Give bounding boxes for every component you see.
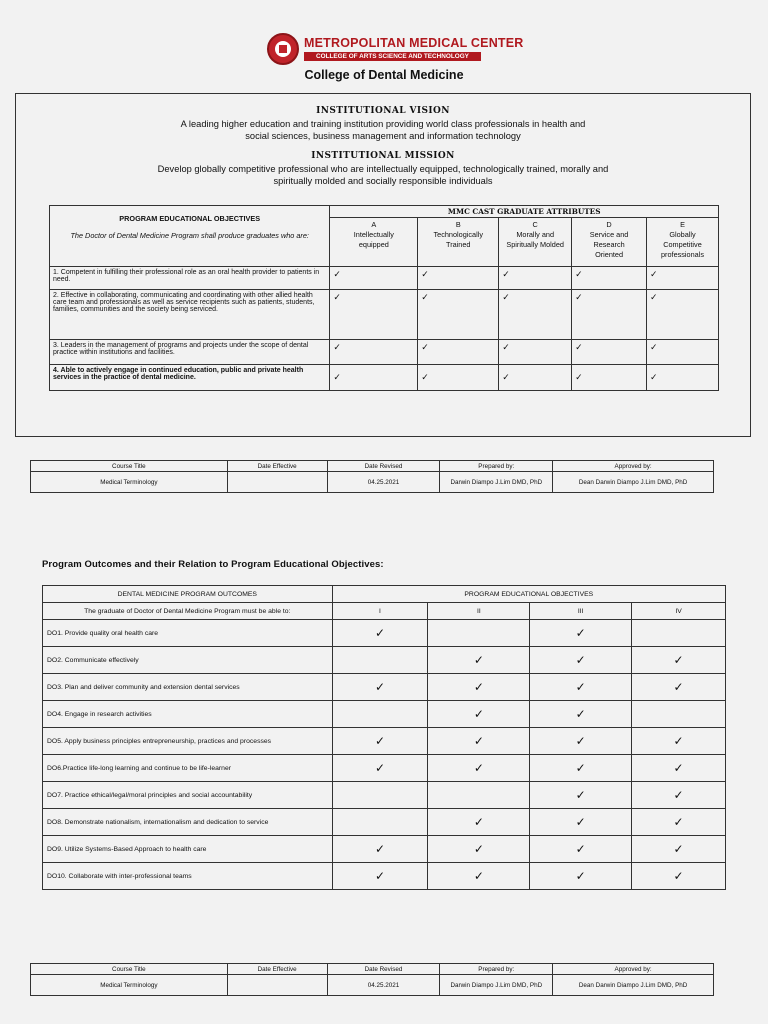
outcome-text: DO4. Engage in research activities (43, 701, 333, 728)
check-icon: ✓ (499, 267, 572, 290)
check-icon: ✓ (330, 340, 418, 365)
check-icon: ✓ (572, 290, 647, 340)
vision-title: INSTITUTIONAL VISION (316, 106, 450, 116)
org-subtitle: COLLEGE OF ARTS SCIENCE AND TECHNOLOGY (304, 52, 481, 61)
approved-by-label: Approved by: (553, 964, 714, 975)
check-icon: ✓ (530, 755, 632, 782)
check-icon: ✓ (632, 782, 726, 809)
check-icon: ✓ (428, 755, 530, 782)
check-icon: ✓ (647, 365, 719, 391)
check-icon: ✓ (418, 340, 499, 365)
college-title: College of Dental Medicine (304, 68, 464, 82)
check-icon: ✓ (530, 836, 632, 863)
check-icon: ✓ (418, 267, 499, 290)
objective-iv: IV (632, 603, 726, 620)
check-icon: ✓ (418, 365, 499, 391)
outcome-text: DO5. Apply business principles entrepreneurship, practices and processes (43, 728, 333, 755)
check-icon: ✓ (428, 647, 530, 674)
objective-ii: II (428, 603, 530, 620)
check-icon: ✓ (530, 782, 632, 809)
check-icon: ✓ (332, 755, 428, 782)
table-row (50, 365, 719, 391)
course-title-value: Medical Terminology (31, 975, 228, 996)
check-icon: ✓ (530, 863, 632, 890)
outcome-text: DO1. Provide quality oral health care (43, 620, 333, 647)
table-row (50, 340, 719, 365)
course-title-value: Medical Terminology (31, 472, 228, 493)
approved-by-value: Dean Darwin Diampo J.Lim DMD, PhD (553, 975, 714, 996)
check-icon: ✓ (632, 647, 726, 674)
check-icon: ✓ (418, 290, 499, 340)
attribute-b: B Technologically Trained (418, 218, 499, 267)
date-effective-value (227, 472, 327, 493)
check-icon: ✓ (572, 365, 647, 391)
prepared-by-label: Prepared by: (440, 461, 553, 472)
check-icon: ✓ (647, 290, 719, 340)
table-row (50, 290, 719, 340)
outcome-text: DO8. Demonstrate nationalism, internationalism and dedication to service (43, 809, 333, 836)
check-icon: ✓ (332, 674, 428, 701)
program-outcomes-table (42, 585, 726, 890)
table-row (43, 647, 726, 674)
check-icon: ✓ (330, 365, 418, 391)
check-icon: ✓ (499, 365, 572, 391)
date-revised-value: 04.25.2021 (327, 472, 440, 493)
check-icon: ✓ (428, 674, 530, 701)
peo-header: PROGRAM EDUCATIONAL OBJECTIVES (119, 214, 261, 223)
table-row (43, 674, 726, 701)
date-revised-label: Date Revised (327, 461, 440, 472)
table-row (43, 701, 726, 728)
check-icon: ✓ (632, 755, 726, 782)
check-icon: ✓ (332, 620, 428, 647)
prepared-by-value: Darwin Diampo J.Lim DMD, PhD (440, 975, 553, 996)
check-icon: ✓ (499, 340, 572, 365)
table-row (43, 782, 726, 809)
date-revised-value: 04.25.2021 (327, 975, 440, 996)
table-row (43, 863, 726, 890)
vision-line-1: A leading higher education and training institution providing world class professionals in health and (180, 119, 586, 129)
empty-cell (332, 701, 428, 728)
institution-logo (267, 33, 299, 65)
check-icon: ✓ (530, 647, 632, 674)
empty-cell (632, 620, 726, 647)
outcome-text: DO10. Collaborate with inter-professional teams (43, 863, 333, 890)
outcome-text: DO7. Practice ethical/legal/moral principles and social accountability (43, 782, 333, 809)
check-icon: ✓ (332, 728, 428, 755)
attributes-header: MMC CAST GRADUATE ATTRIBUTES (330, 206, 719, 218)
objective-iii: III (530, 603, 632, 620)
check-icon: ✓ (530, 728, 632, 755)
check-icon: ✓ (428, 863, 530, 890)
outcomes-left-header: DENTAL MEDICINE PROGRAM OUTCOMES (43, 586, 333, 603)
table-row (43, 755, 726, 782)
date-effective-label: Date Effective (227, 964, 327, 975)
check-icon: ✓ (632, 674, 726, 701)
peo-row-text: 3. Leaders in the management of programs and projects under the scope of dental practice within institutions and facilities. (50, 340, 330, 365)
outcomes-section-title: Program Outcomes and their Relation to Program Educational Objectives: (42, 559, 384, 570)
table-row (43, 836, 726, 863)
table-row (43, 620, 726, 647)
outcomes-right-header: PROGRAM EDUCATIONAL OBJECTIVES (332, 586, 725, 603)
approved-by-label: Approved by: (553, 461, 714, 472)
check-icon: ✓ (428, 809, 530, 836)
attribute-c: C Morally and Spiritually Molded (499, 218, 572, 267)
check-icon: ✓ (332, 836, 428, 863)
outcomes-left-subheader: The graduate of Doctor of Dental Medicine Program must be able to: (43, 603, 333, 620)
signature-table (30, 460, 714, 493)
mission-line-1: Develop globally competitive professional who are intellectually equipped, technologically trained, morally and (157, 164, 609, 174)
table-row (43, 728, 726, 755)
date-effective-label: Date Effective (227, 461, 327, 472)
date-effective-value (227, 975, 327, 996)
check-icon: ✓ (530, 809, 632, 836)
attribute-e: E Globally Competitive professionals (647, 218, 719, 267)
empty-cell (332, 647, 428, 674)
check-icon: ✓ (530, 701, 632, 728)
empty-cell (332, 782, 428, 809)
outcome-text: DO9. Utilize Systems-Based Approach to health care (43, 836, 333, 863)
table-row (43, 809, 726, 836)
table-row (50, 267, 719, 290)
empty-cell (332, 809, 428, 836)
check-icon: ✓ (647, 267, 719, 290)
check-icon: ✓ (330, 267, 418, 290)
outcome-text: DO3. Plan and deliver community and extension dental services (43, 674, 333, 701)
check-icon: ✓ (647, 340, 719, 365)
empty-cell (428, 620, 530, 647)
peo-subheader: The Doctor of Dental Medicine Program shall produce graduates who are: (70, 231, 309, 240)
date-revised-label: Date Revised (327, 964, 440, 975)
check-icon: ✓ (632, 728, 726, 755)
vision-line-2: social sciences, business management and information technology (245, 131, 521, 141)
check-icon: ✓ (530, 674, 632, 701)
prepared-by-label: Prepared by: (440, 964, 553, 975)
mission-line-2: spiritually molded and socially responsible individuals (273, 176, 493, 186)
check-icon: ✓ (428, 728, 530, 755)
attribute-d: D Service and Research Oriented (572, 218, 647, 267)
peo-row-text: 1. Competent in fulfilling their professional role as an oral health provider to patients in need. (50, 267, 330, 290)
course-title-label: Course Title (31, 461, 228, 472)
check-icon: ✓ (632, 809, 726, 836)
check-icon: ✓ (572, 267, 647, 290)
outcome-text: DO2. Communicate effectively (43, 647, 333, 674)
empty-cell (632, 701, 726, 728)
signature-table-footer (30, 963, 714, 996)
check-icon: ✓ (332, 863, 428, 890)
check-icon: ✓ (530, 620, 632, 647)
check-icon: ✓ (428, 836, 530, 863)
objective-i: I (332, 603, 428, 620)
course-title-label: Course Title (31, 964, 228, 975)
check-icon: ✓ (632, 863, 726, 890)
outcome-text: DO6.Practice life-long learning and continue to be life-learner (43, 755, 333, 782)
check-icon: ✓ (330, 290, 418, 340)
approved-by-value: Dean Darwin Diampo J.Lim DMD, PhD (553, 472, 714, 493)
peo-row-text: 4. Able to actively engage in continued education, public and private health services in the practice of dental medicine. (50, 365, 330, 391)
prepared-by-value: Darwin Diampo J.Lim DMD, PhD (440, 472, 553, 493)
check-icon: ✓ (632, 836, 726, 863)
graduate-attributes-table (49, 205, 719, 391)
attribute-a: A Intellectually equipped (330, 218, 418, 267)
empty-cell (428, 782, 530, 809)
check-icon: ✓ (499, 290, 572, 340)
peo-row-text: 2. Effective in collaborating, communicating and coordinating with other allied health care team and professionals as well as service recipients such as patients, students, families, communities and the society being serviced. (50, 290, 330, 340)
check-icon: ✓ (428, 701, 530, 728)
check-icon: ✓ (572, 340, 647, 365)
org-name: METROPOLITAN MEDICAL CENTER (304, 36, 524, 50)
mission-title: INSTITUTIONAL MISSION (311, 151, 455, 161)
